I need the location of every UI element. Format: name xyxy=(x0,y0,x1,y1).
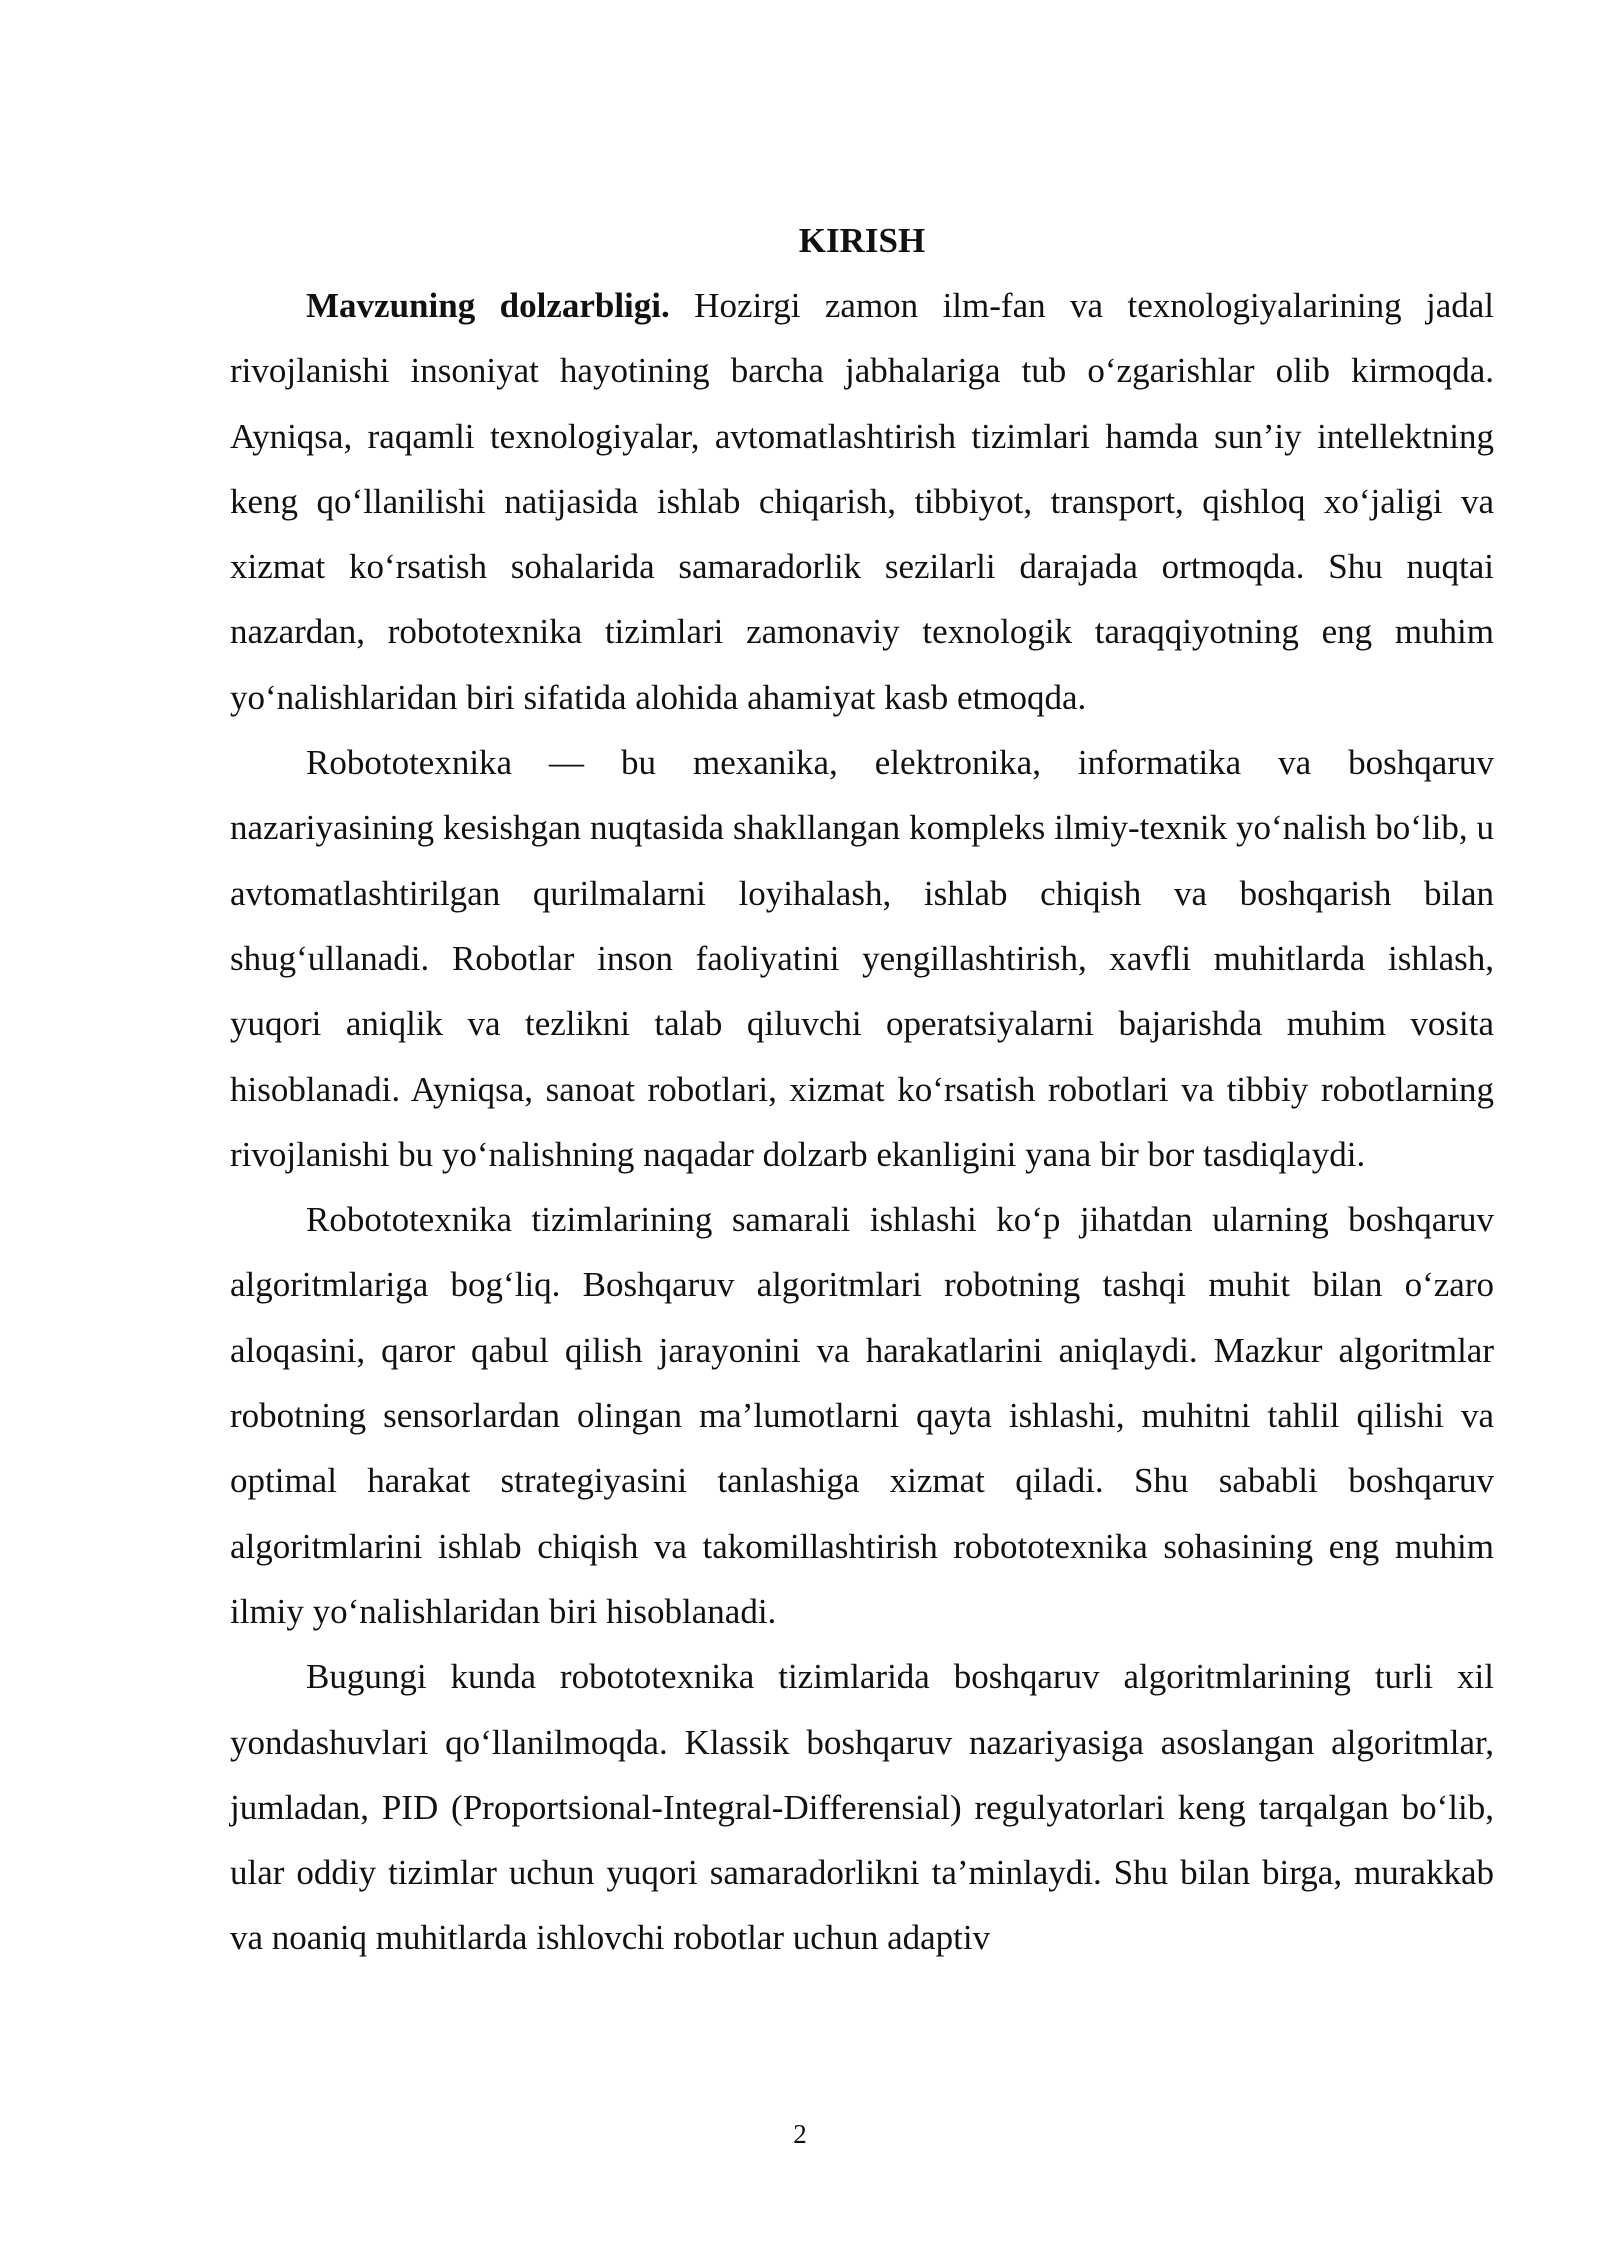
paragraph-text: Hozirgi zamon ilm-fan va texnologiyalarining jadal rivojlanishi insoniyat hayotining barcha jabhalariga tub o‘zgarishlar olib kirmoqda. Ayniqsa, raqamli texnologiyalar, avtomatlashtirish tizimlari hamda sun’iy intellektning keng qo‘llanilishi natijasida ishlab chiqarish, tibbiyot, transport, qishloq xo‘jaligi va xizmat ko‘rsatish sohalarida samaradorlik sezilarli darajada ortmoqda. Shu nuqtai nazardan, robototexnika tizimlari zamonaviy texnologik taraqqiyotning eng muhim yo‘nalishlaridan biri sifatida alohida ahamiyat kasb etmoqda. xyxy=(230,286,1495,717)
paragraph-approaches: Bugungi kunda robototexnika tizimlarida boshqaruv algoritmlarining turli xil yondashuvlari qo‘llanilmoqda. Klassik boshqaruv nazariyasiga asoslangan algoritmlar, jumladan, PID (Proportsional-Integral-Differensial) regulyatorlari keng tarqalgan bo‘lib, ular oddiy tizimlar uchun yuqori samaradorlikni ta’minlaydi. Shu bilan birga, murakkab va noaniq muhitlarda ishlovchi robotlar uchun adaptiv xyxy=(230,1657,1494,1958)
paragraph-robotics-definition: Robototexnika — bu mexanika, elektronika, informatika va boshqaruv nazariyasining kesishgan nuqtasida shakllangan kompleks ilmiy-texnik yo‘nalish bo‘lib, u avtomatlashtirilgan qurilmalarni loyihalash, ishlab chiqish va boshqarish bilan shug‘ullanadi. Robotlar inson faoliyatini yengillashtirish, xavfli muhitlarda ishlash, yuqori aniqlik va tezlikni talab qiluvchi operatsiyalarni bajarishda muhim vosita hisoblanadi. Ayniqsa, sanoat robotlari, xizmat ko‘rsatish robotlari va tibbiy robotlarning rivojlanishi bu yo‘nalishning naqadar dolzarb ekanligini yana bir bor tasdiqlaydi. xyxy=(230,743,1494,1174)
paragraph-relevance xyxy=(230,273,1494,730)
page-content xyxy=(230,208,1494,1971)
page-number: 2 xyxy=(793,2119,807,2149)
paragraph-lead: Mavzuning dolzarbligi. xyxy=(306,286,670,325)
section-heading: KIRISH xyxy=(798,221,926,260)
paragraph-control-algorithms: Robototexnika tizimlarining samarali ishlashi ko‘p jihatdan ularning boshqaruv algoritmlariga bog‘liq. Boshqaruv algoritmlari robotning tashqi muhit bilan o‘zaro aloqasini, qaror qabul qilish jarayonini va harakatlarini aniqlaydi. Mazkur algoritmlar robotning sensorlardan olingan ma’lumotlarni qayta ishlashi, muhitni tahlil qilishi va optimal harakat strategiyasini tanlashiga xizmat qiladi. Shu sababli boshqaruv algoritmlarini ishlab chiqish va takomillashtirish robototexnika sohasining eng muhim ilmiy yo‘nalishlaridan biri hisoblanadi. xyxy=(230,1200,1494,1631)
